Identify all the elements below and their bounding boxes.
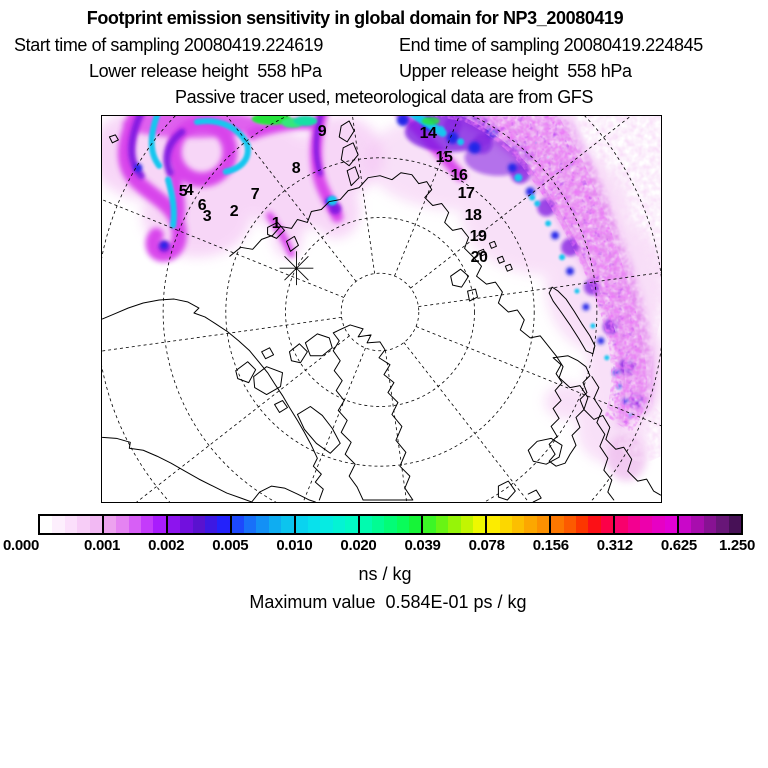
colorbar-tick-0.156: 0.156 xyxy=(532,537,569,554)
colorbar-units-label: ns / kg xyxy=(358,564,412,584)
colorbar-cell xyxy=(691,516,703,533)
colorbar-cell xyxy=(436,516,448,533)
colorbar-cell xyxy=(640,516,652,533)
colorbar-cell xyxy=(244,516,256,533)
colorbar-cell xyxy=(269,516,281,533)
colorbar-cell xyxy=(652,516,664,533)
colorbar-cell xyxy=(716,516,728,533)
colorbar-cell xyxy=(409,516,421,533)
colorbar-cell xyxy=(116,516,128,533)
colorbar-cell xyxy=(524,516,536,533)
colorbar-cell xyxy=(360,516,372,533)
trajectory-label-18: 18 xyxy=(464,207,482,224)
trajectory-label-3: 3 xyxy=(202,208,212,225)
colorbar-cell xyxy=(129,516,141,533)
colorbar-cell xyxy=(551,516,563,533)
end-time-label: End time of sampling 20080419.224845 xyxy=(399,35,703,55)
colorbar-segment-8 xyxy=(549,516,613,533)
colorbar-cell xyxy=(588,516,600,533)
trajectory-label-14: 14 xyxy=(419,125,437,142)
colorbar-tick-0.625: 0.625 xyxy=(660,537,697,554)
trajectory-label-19: 19 xyxy=(469,228,487,245)
colorbar-strip xyxy=(38,514,743,535)
colorbar-cell xyxy=(104,516,116,533)
colorbar-cell xyxy=(679,516,691,533)
colorbar-cell xyxy=(296,516,308,533)
colorbar-cell xyxy=(372,516,384,533)
colorbar-tick-0.020: 0.020 xyxy=(340,537,377,554)
trajectory-label-4: 4 xyxy=(184,182,194,199)
colorbar-cell xyxy=(473,516,485,533)
colorbar-cell xyxy=(333,516,345,533)
colorbar-cell xyxy=(423,516,435,533)
colorbar-tick-0.078: 0.078 xyxy=(468,537,505,554)
trajectory-label-7: 7 xyxy=(250,186,260,203)
colorbar-cell xyxy=(729,516,741,533)
colorbar-cell xyxy=(665,516,677,533)
colorbar-cell xyxy=(217,516,229,533)
colorbar-tick-0.002: 0.002 xyxy=(148,537,185,554)
colorbar-tick-0.039: 0.039 xyxy=(404,537,441,554)
colorbar-tick-0.001: 0.001 xyxy=(84,537,121,554)
colorbar-tick-row xyxy=(0,537,768,555)
colorbar-segment-1 xyxy=(102,516,166,533)
colorbar-cell xyxy=(281,516,293,533)
colorbar-segment-5 xyxy=(358,516,422,533)
colorbar-tick-0.010: 0.010 xyxy=(276,537,313,554)
colorbar-cell xyxy=(77,516,89,533)
colorbar-cell xyxy=(397,516,409,533)
colorbar-cell xyxy=(384,516,396,533)
colorbar-cell xyxy=(232,516,244,533)
colorbar-segment-0 xyxy=(40,516,102,533)
colorbar-cell xyxy=(576,516,588,533)
trajectory-label-2: 2 xyxy=(229,203,239,220)
colorbar-cell xyxy=(205,516,217,533)
max-value-label: Maximum value 0.584E-01 ps / kg xyxy=(249,592,527,612)
colorbar-cell xyxy=(564,516,576,533)
colorbar-cell xyxy=(601,516,613,533)
colorbar-segment-3 xyxy=(230,516,294,533)
trajectory-label-6: 6 xyxy=(197,197,207,214)
colorbar-tick-0.005: 0.005 xyxy=(212,537,249,554)
colorbar-cell xyxy=(193,516,205,533)
trajectory-label-layer xyxy=(102,116,661,502)
map-panel xyxy=(101,115,662,503)
figure-title: Footprint emission sensitivity in global domain for NP3_20080419 xyxy=(86,8,624,28)
colorbar-cell xyxy=(345,516,357,533)
trajectory-label-16: 16 xyxy=(450,167,468,184)
trajectory-label-17: 17 xyxy=(457,185,475,202)
upper-release-label: Upper release height 558 hPa xyxy=(399,61,632,81)
colorbar-segment-9 xyxy=(613,516,677,533)
lower-release-label: Lower release height 558 hPa xyxy=(89,61,322,81)
colorbar-cell xyxy=(90,516,102,533)
colorbar-cell xyxy=(615,516,627,533)
colorbar-cell xyxy=(628,516,640,533)
colorbar-cell xyxy=(500,516,512,533)
colorbar-segment-4 xyxy=(294,516,358,533)
colorbar-cell xyxy=(40,516,52,533)
colorbar-cell xyxy=(512,516,524,533)
colorbar-cell xyxy=(537,516,549,533)
trajectory-label-20: 20 xyxy=(470,249,488,266)
colorbar-tick-1.250: 1.250 xyxy=(718,537,756,554)
trajectory-label-5: 5 xyxy=(178,183,188,200)
colorbar-cell xyxy=(168,516,180,533)
colorbar-cell xyxy=(320,516,332,533)
trajectory-label-15: 15 xyxy=(435,149,453,166)
trajectory-label-8: 8 xyxy=(291,160,301,177)
colorbar-cell xyxy=(141,516,153,533)
tracer-info-label: Passive tracer used, meteorological data are from GFS xyxy=(175,87,593,107)
colorbar-cell xyxy=(308,516,320,533)
colorbar-segment-7 xyxy=(485,516,549,533)
colorbar-segment-6 xyxy=(421,516,485,533)
trajectory-label-1: 1 xyxy=(271,215,281,232)
colorbar-cell xyxy=(461,516,473,533)
colorbar-segment-10 xyxy=(677,516,741,533)
colorbar-segment-2 xyxy=(166,516,230,533)
colorbar-cell xyxy=(65,516,77,533)
colorbar-cell xyxy=(704,516,716,533)
colorbar-tick-0.312: 0.312 xyxy=(596,537,633,554)
start-time-label: Start time of sampling 20080419.224619 xyxy=(14,35,324,55)
colorbar-cell xyxy=(487,516,499,533)
colorbar-cell xyxy=(52,516,64,533)
colorbar-cell xyxy=(448,516,460,533)
trajectory-label-9: 9 xyxy=(317,123,327,140)
colorbar-cell xyxy=(180,516,192,533)
colorbar-tick-0.000: 0.000 xyxy=(2,537,40,554)
colorbar-cell xyxy=(153,516,165,533)
colorbar-cell xyxy=(256,516,268,533)
